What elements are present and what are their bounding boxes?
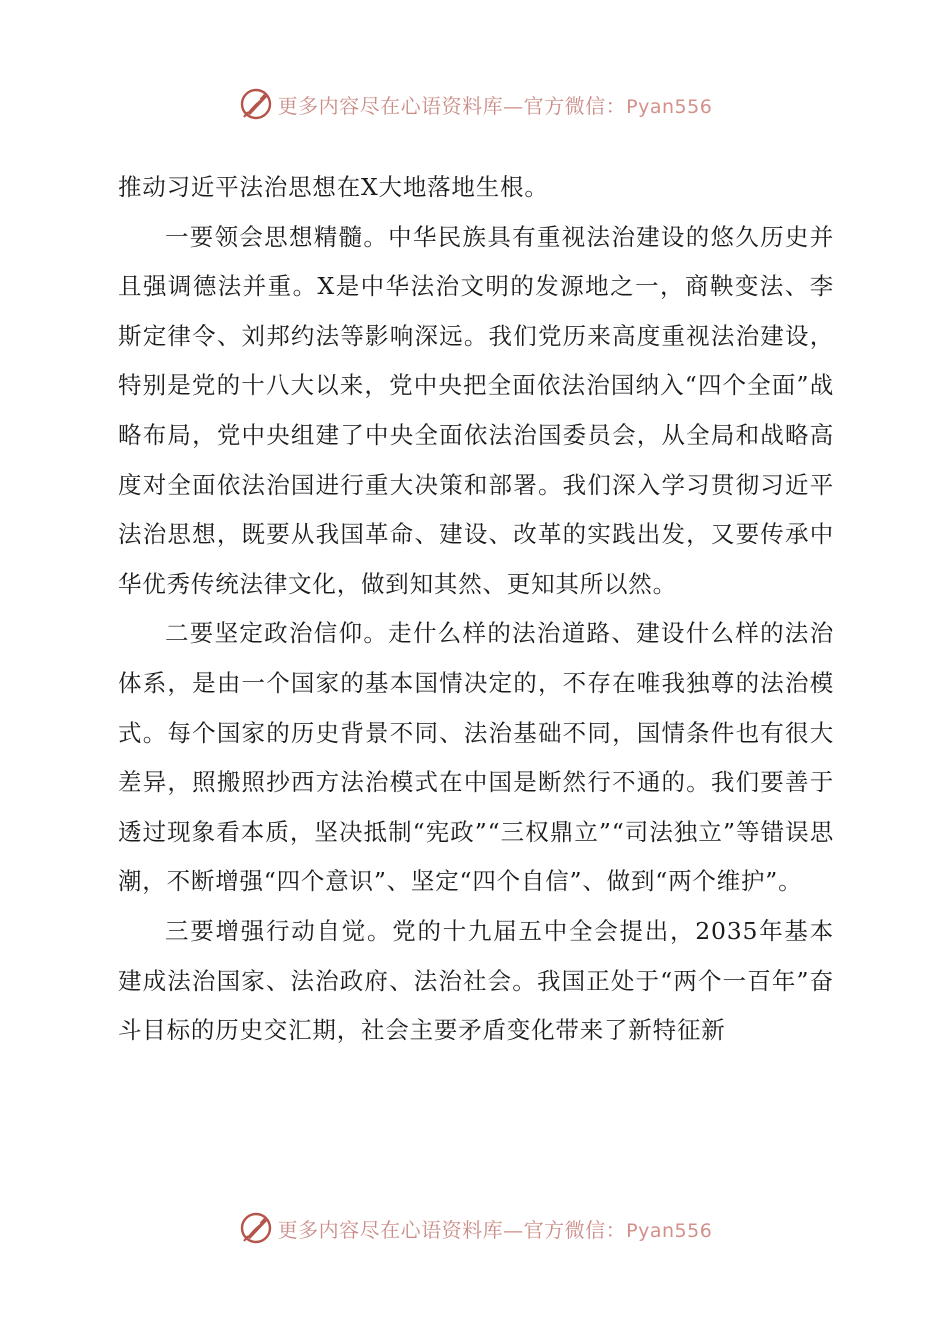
footer-banner [0, 1208, 950, 1248]
paragraph-continuation: 推动习近平法治思想在X大地落地生根。 [118, 173, 549, 201]
header-banner-account: Pyan556 [626, 95, 713, 118]
header-banner-text [278, 90, 713, 119]
quill-pen-logo-icon [238, 86, 274, 122]
header-banner [0, 84, 950, 124]
footer-banner-text [278, 1214, 713, 1243]
document-body [118, 163, 834, 1056]
footer-banner-account: Pyan556 [626, 1219, 713, 1242]
paragraph-point-three: 三要增强行动自觉。党的十九届五中全会提出，2035年基本建成法治国家、法治政府、法治社会。我国正处于“两个一百年”奋斗目标的历史交汇期，社会主要矛盾变化带来了新特征新 [118, 916, 834, 1045]
header-banner-slogan: 更多内容尽在心语资料库—官方微信： [277, 93, 627, 118]
paragraph-point-one: 一要领会思想精髓。中华民族具有重视法治建设的悠久历史并且强调德法并重。X是中华法治文明的发源地之一，商鞅变法、李斯定律令、刘邦约法等影响深远。我们党历来高度重视法治建设，特别是党的十八大以来，党中央把全面依法治国纳入“四个全面”战略布局，党中央组建了中央全面依法治国委员会，从全局和战略高度对全面依法治国进行重大决策和部署。我们深入学习贯彻习近平法治思想，既要从我国革命、建设、改革的实践出发，又要传承中华优秀传统法律文化，做到知其然、更知其所以然。 [118, 222, 834, 598]
quill-pen-logo-icon [238, 1210, 274, 1246]
footer-banner-slogan: 更多内容尽在心语资料库—官方微信： [277, 1217, 627, 1242]
paragraph-point-two: 二要坚定政治信仰。走什么样的法治道路、建设什么样的法治体系，是由一个国家的基本国情决定的，不存在唯我独尊的法治模式。每个国家的历史背景不同、法治基础不同，国情条件也有很大差异，照搬照抄西方法治模式在中国是断然行不通的。我们要善于透过现象看本质，坚决抵制“宪政”“三权鼎立”“司法独立”等错误思潮，不断增强“四个意识”、坚定“四个自信”、做到“两个维护”。 [118, 619, 834, 896]
